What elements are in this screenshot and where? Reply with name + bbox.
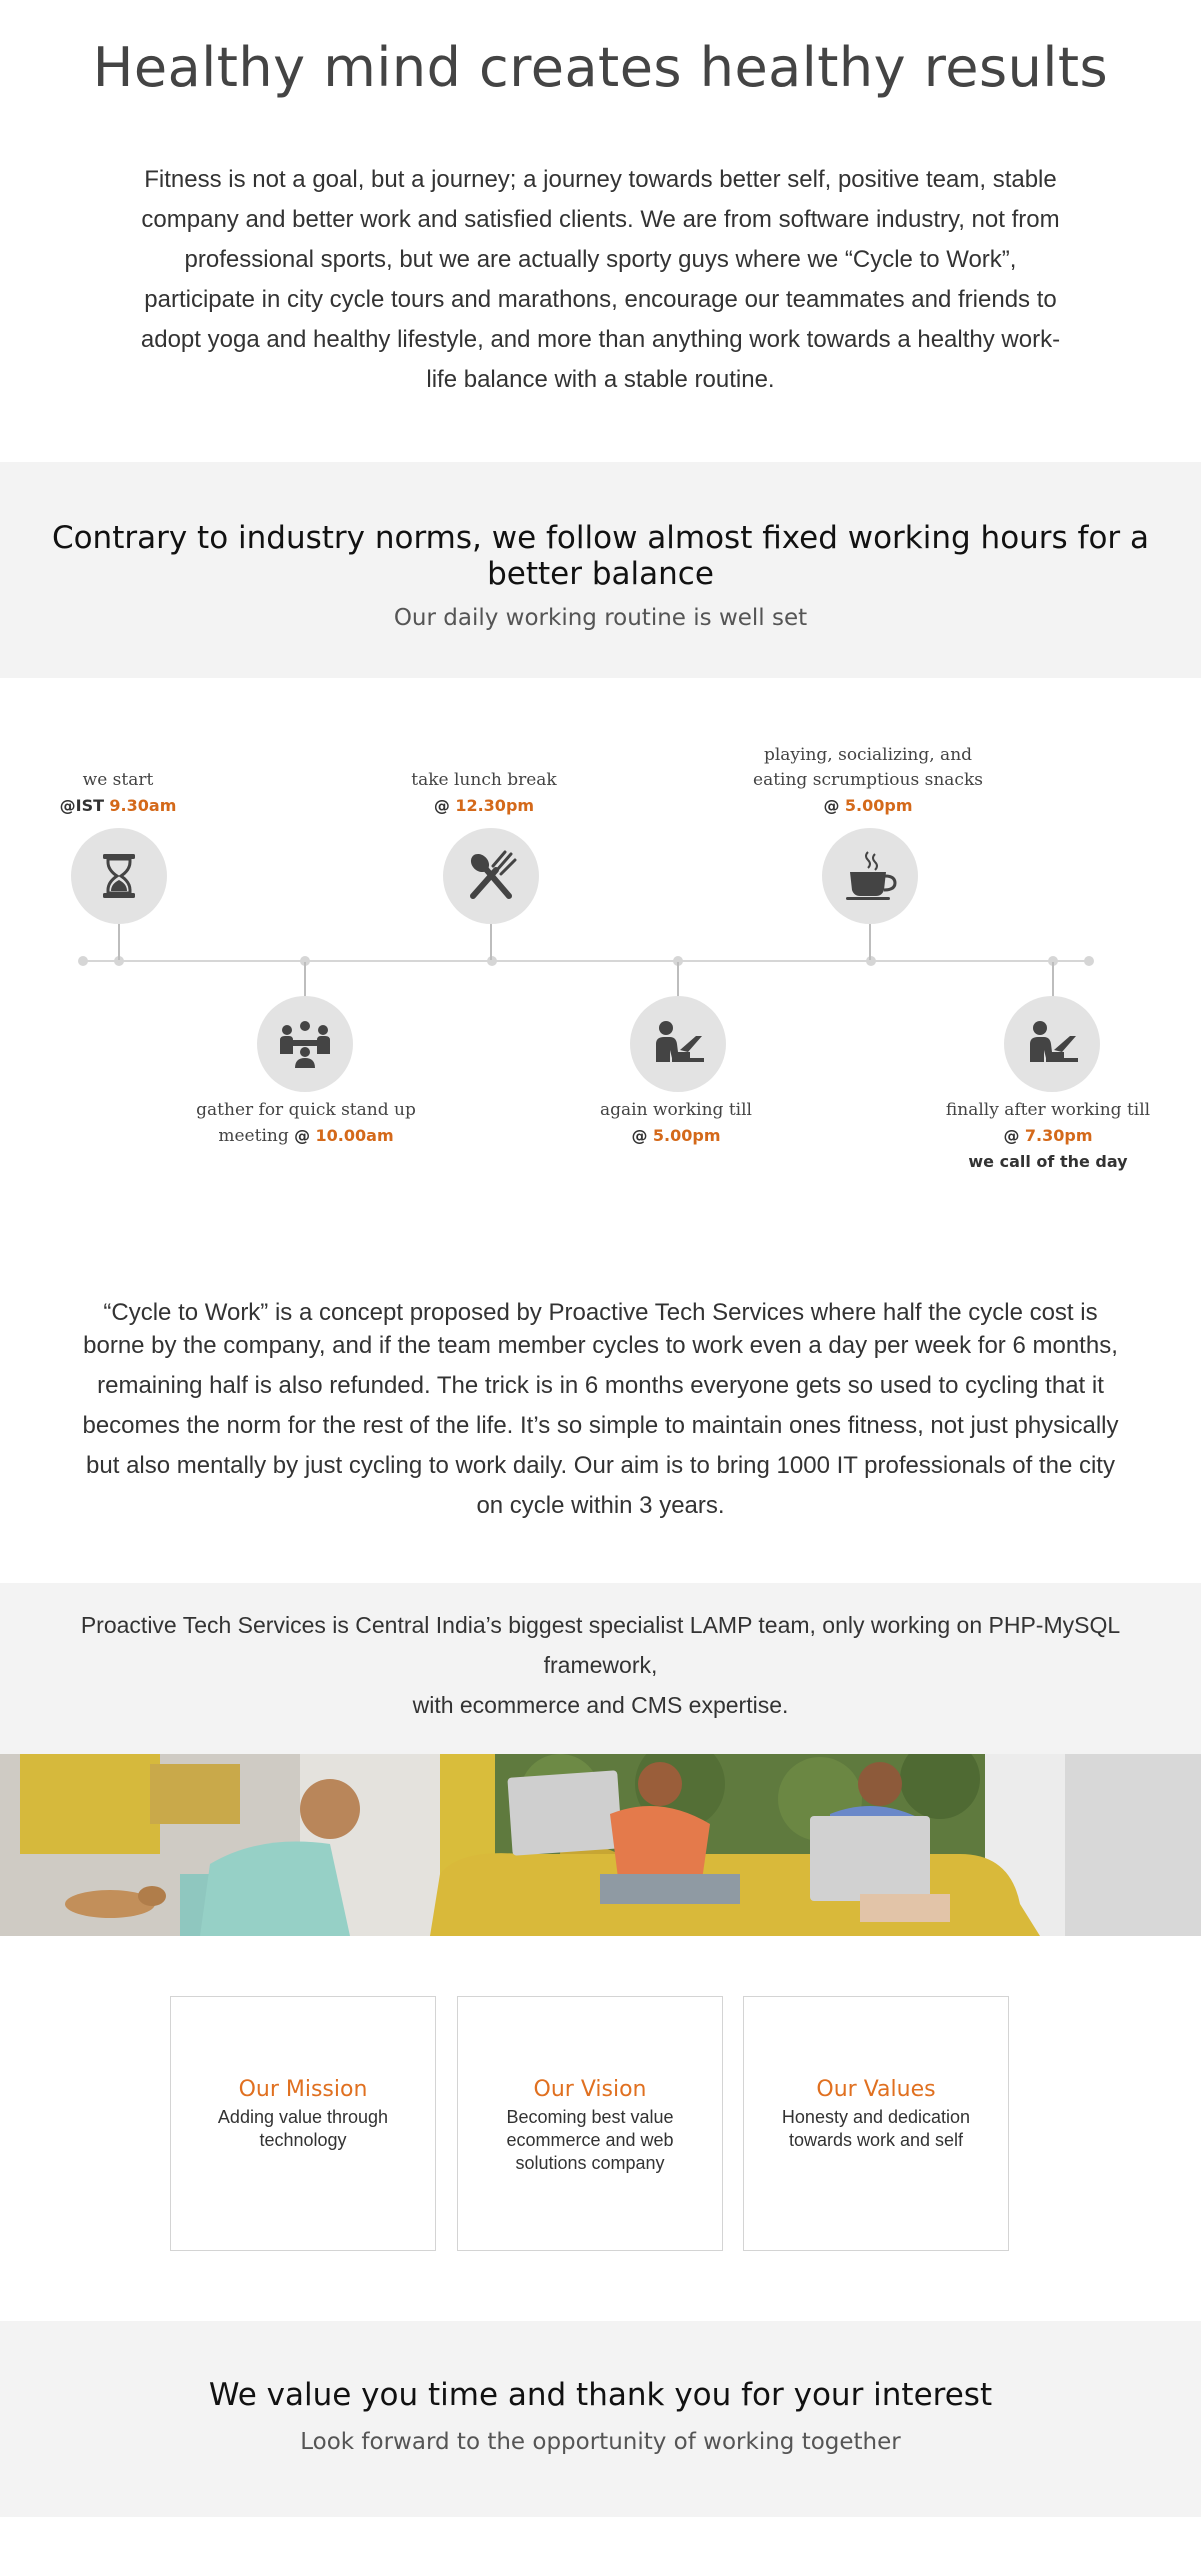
- timeline-step-label: [394, 768, 574, 819]
- vision-card: [457, 1996, 723, 2251]
- lamp-line-1: Proactive Tech Services is Central India’s biggest specialist LAMP team, only working on PHP-MySQL framework,: [80, 1612, 1121, 1678]
- team-photo-illustration: [0, 1754, 1201, 1936]
- step-at: @: [1003, 1126, 1020, 1145]
- step-text: playing, socializing, and eating scrumptious snacks: [753, 745, 983, 790]
- timeline-end-dot: [78, 956, 88, 966]
- step-text: take lunch break: [411, 770, 557, 790]
- step-text: we start: [82, 770, 154, 790]
- step-text: again working till: [600, 1100, 752, 1120]
- step-at: @: [631, 1126, 648, 1145]
- card-title: Our Vision: [533, 2077, 647, 2102]
- values-card: [743, 1996, 1009, 2251]
- timeline-step-label: [38, 768, 198, 819]
- timeline-dot: [866, 956, 876, 966]
- card-text: Becoming best value ecommerce and web solutions company: [506, 2107, 674, 2173]
- hero-title: Healthy mind creates healthy results: [92, 36, 1109, 99]
- step-text: gather for quick stand up meeting: [196, 1100, 416, 1146]
- timeline-step-label: [176, 1098, 436, 1149]
- step-extra: we call of the day: [968, 1152, 1128, 1171]
- thanks-title: We value you time and thank you for your interest: [208, 2377, 993, 2413]
- timeline-step-label: [571, 1098, 781, 1149]
- team-photo: [0, 1754, 1201, 1936]
- timeline-step-label: [750, 743, 986, 819]
- cycle-to-work-body: borne by the company, and if the team member cycles to work even a day per week for 6 months, remaining half is also refunded. The trick is in 6 months everyone gets so used to cycling that it becomes the norm for the rest of the life. It’s so simple to maintain ones fitness, not just physically but also mentally by just cycling to work daily. Our aim is to bring 1000 IT professionals of the city on cycle within 3 years.: [82, 1332, 1119, 1519]
- cycle-to-work-text: [80, 1300, 1121, 1526]
- step-time: 7.30pm: [1024, 1126, 1093, 1145]
- timeline-step-label: [930, 1098, 1166, 1174]
- thanks-band: [0, 2321, 1201, 2517]
- step-at: @: [294, 1126, 311, 1145]
- step-at: @: [823, 796, 840, 815]
- team-meeting-icon: [257, 996, 353, 1092]
- hero-section: [0, 0, 1201, 462]
- lamp-band: [0, 1583, 1201, 1754]
- laptop-worker-icon: [1004, 996, 1100, 1092]
- timeline-stem: [869, 924, 871, 960]
- mission-vision-values: [0, 1936, 1201, 2321]
- laptop-worker-icon: [630, 996, 726, 1092]
- timeline-stem: [118, 924, 120, 960]
- routine-band: [0, 462, 1201, 678]
- timeline-stem: [304, 962, 306, 998]
- step-time: 12.30pm: [455, 796, 535, 815]
- routine-subtitle: Our daily working routine is well set: [393, 605, 808, 631]
- spoon-fork-icon: [443, 828, 539, 924]
- lamp-line-2: with ecommerce and CMS expertise.: [412, 1692, 789, 1718]
- routine-title: Contrary to industry norms, we follow almost fixed working hours for a better balance: [51, 520, 1150, 592]
- hourglass-icon: [71, 828, 167, 924]
- timeline-stem: [677, 962, 679, 998]
- step-time: 5.00pm: [652, 1126, 721, 1145]
- hero-text: Fitness is not a goal, but a journey; a journey towards better self, positive team, stable company and better work and satisfied clients. We are from software industry, not from professional sports, but we are actually sporty guys where we “Cycle to Work”, participate in city cycle tours and marathons, encourage our teammates and friends to adopt yoga and healthy lifestyle, and more than anything work towards a healthy work-life balance with a stable routine.: [140, 166, 1061, 393]
- card-title: Our Mission: [238, 2077, 368, 2102]
- step-at: @IST: [59, 796, 105, 815]
- card-text: Adding value through technology: [217, 2107, 389, 2150]
- timeline-stem: [490, 924, 492, 960]
- cycle-to-work-first-line: “Cycle to Work” is a concept proposed by Proactive Tech Services where half the cycle cost is: [103, 1299, 1098, 1326]
- timeline-stem: [1052, 962, 1054, 998]
- step-time: 10.00am: [315, 1126, 394, 1145]
- step-time: 5.00pm: [844, 796, 913, 815]
- lamp-statement: [40, 1605, 1161, 1725]
- step-time: 9.30am: [109, 796, 177, 815]
- timeline-axis: [82, 960, 1090, 962]
- card-title: Our Values: [816, 2077, 936, 2102]
- thanks-subtitle: Look forward to the opportunity of working together: [300, 2429, 901, 2455]
- timeline-end-dot: [1084, 956, 1094, 966]
- timeline-dot: [487, 956, 497, 966]
- step-text: finally after working till: [945, 1100, 1151, 1120]
- step-at: @: [433, 796, 450, 815]
- card-text: Honesty and dedication towards work and self: [781, 2107, 971, 2150]
- coffee-cup-icon: [822, 828, 918, 924]
- mission-card: [170, 1996, 436, 2251]
- daily-routine-timeline: [0, 678, 1201, 1238]
